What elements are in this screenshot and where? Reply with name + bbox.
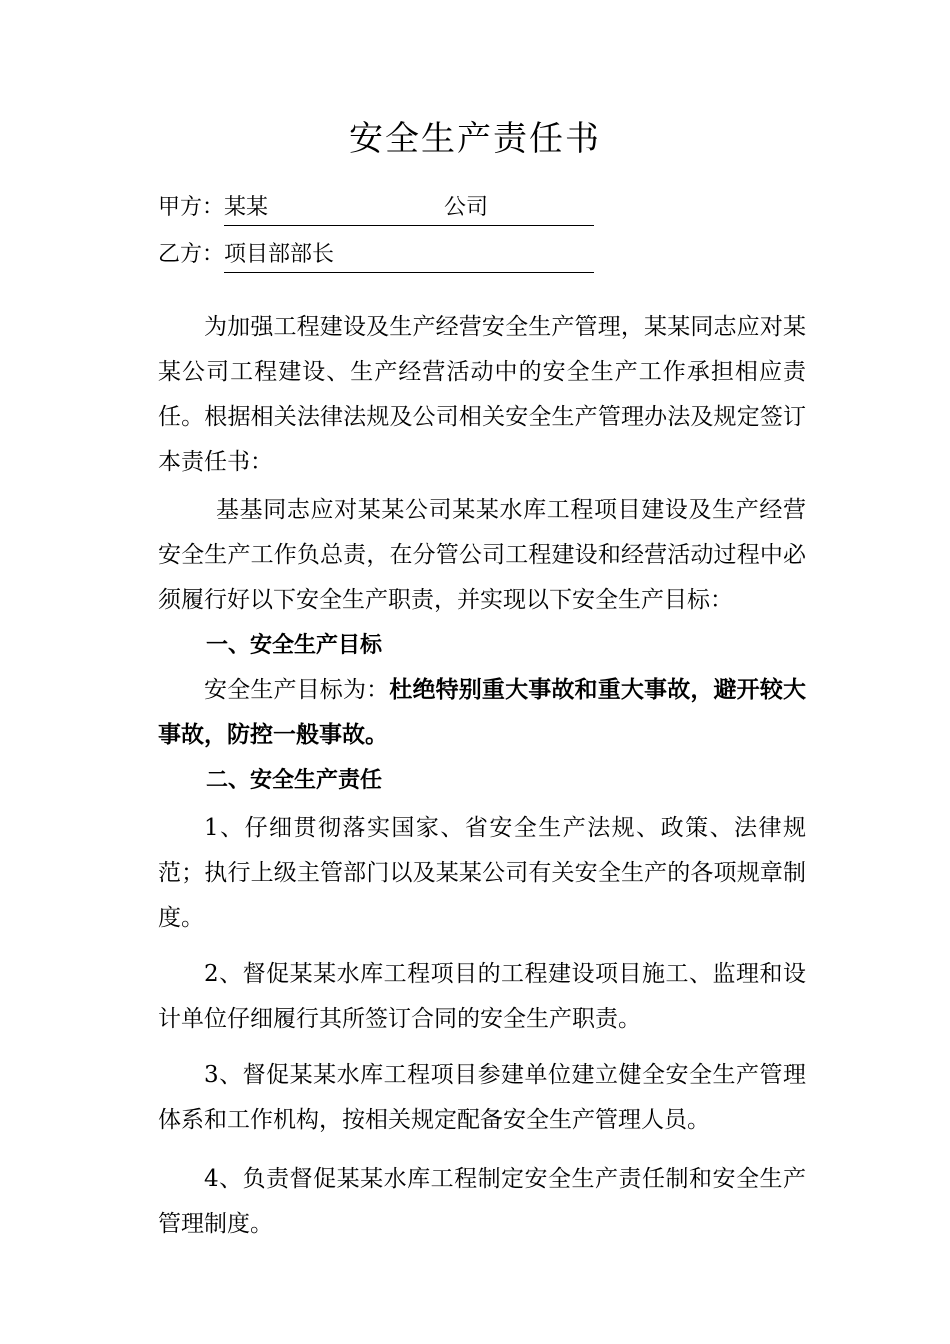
responsibility-paragraph: 基基同志应对某某公司某某水库工程项目建设及生产经营安全生产工作负总责，在分管公司工程建设和经营活动过程中必须履行好以下安全生产职责，并实现以下安全生产目标： [158, 497, 806, 613]
target-paragraph [158, 668, 806, 758]
section-heading-targets: 一、安全生产目标 [206, 633, 383, 658]
target-bold-text: 杜绝特别重大事故和重大事故，避开较大事故，防控一般事故。 [158, 677, 807, 748]
target-lead-text: 安全生产目标为： [204, 677, 390, 703]
responsibility-item-3: 3、督促某某水库工程项目参建单位建立健全安全生产管理体系和工作机构，按相关规定配备安全生产管理人员。 [158, 1062, 806, 1133]
party-b-name: 项目部部长 [224, 242, 335, 267]
section-heading-responsibilities: 二、安全生产责任 [206, 768, 383, 793]
party-a-name-part1: 某某 [224, 195, 269, 220]
party-b-label: 乙方： [158, 242, 225, 267]
party-b-underline [224, 238, 594, 273]
party-a-underline [224, 191, 594, 226]
party-a-name-part2: 公司 [444, 195, 489, 220]
intro-paragraph: 为加强工程建设及生产经营安全生产管理，某某同志应对某某公司工程建设、生产经营活动中的安全生产工作承担相应责任。根据相关法律法规及公司相关安全生产管理办法及规定签订本责任书： [158, 314, 806, 475]
party-b-line [158, 238, 594, 272]
responsibility-item-4: 4、负责督促某某水库工程制定安全生产责任制和安全生产管理制度。 [158, 1166, 806, 1237]
document-title: 安全生产责任书 [349, 119, 601, 159]
party-a-label: 甲方： [158, 195, 225, 220]
party-a-line [158, 191, 594, 225]
responsibility-item-1: 1、仔细贯彻落实国家、省安全生产法规、政策、法律规范；执行上级主管部门以及某某公司有关安全生产的各项规章制度。 [158, 815, 806, 931]
document-body [158, 305, 806, 1247]
responsibility-item-2: 2、督促某某水库工程项目的工程建设项目施工、监理和设计单位仔细履行其所签订合同的安全生产职责。 [158, 961, 806, 1032]
